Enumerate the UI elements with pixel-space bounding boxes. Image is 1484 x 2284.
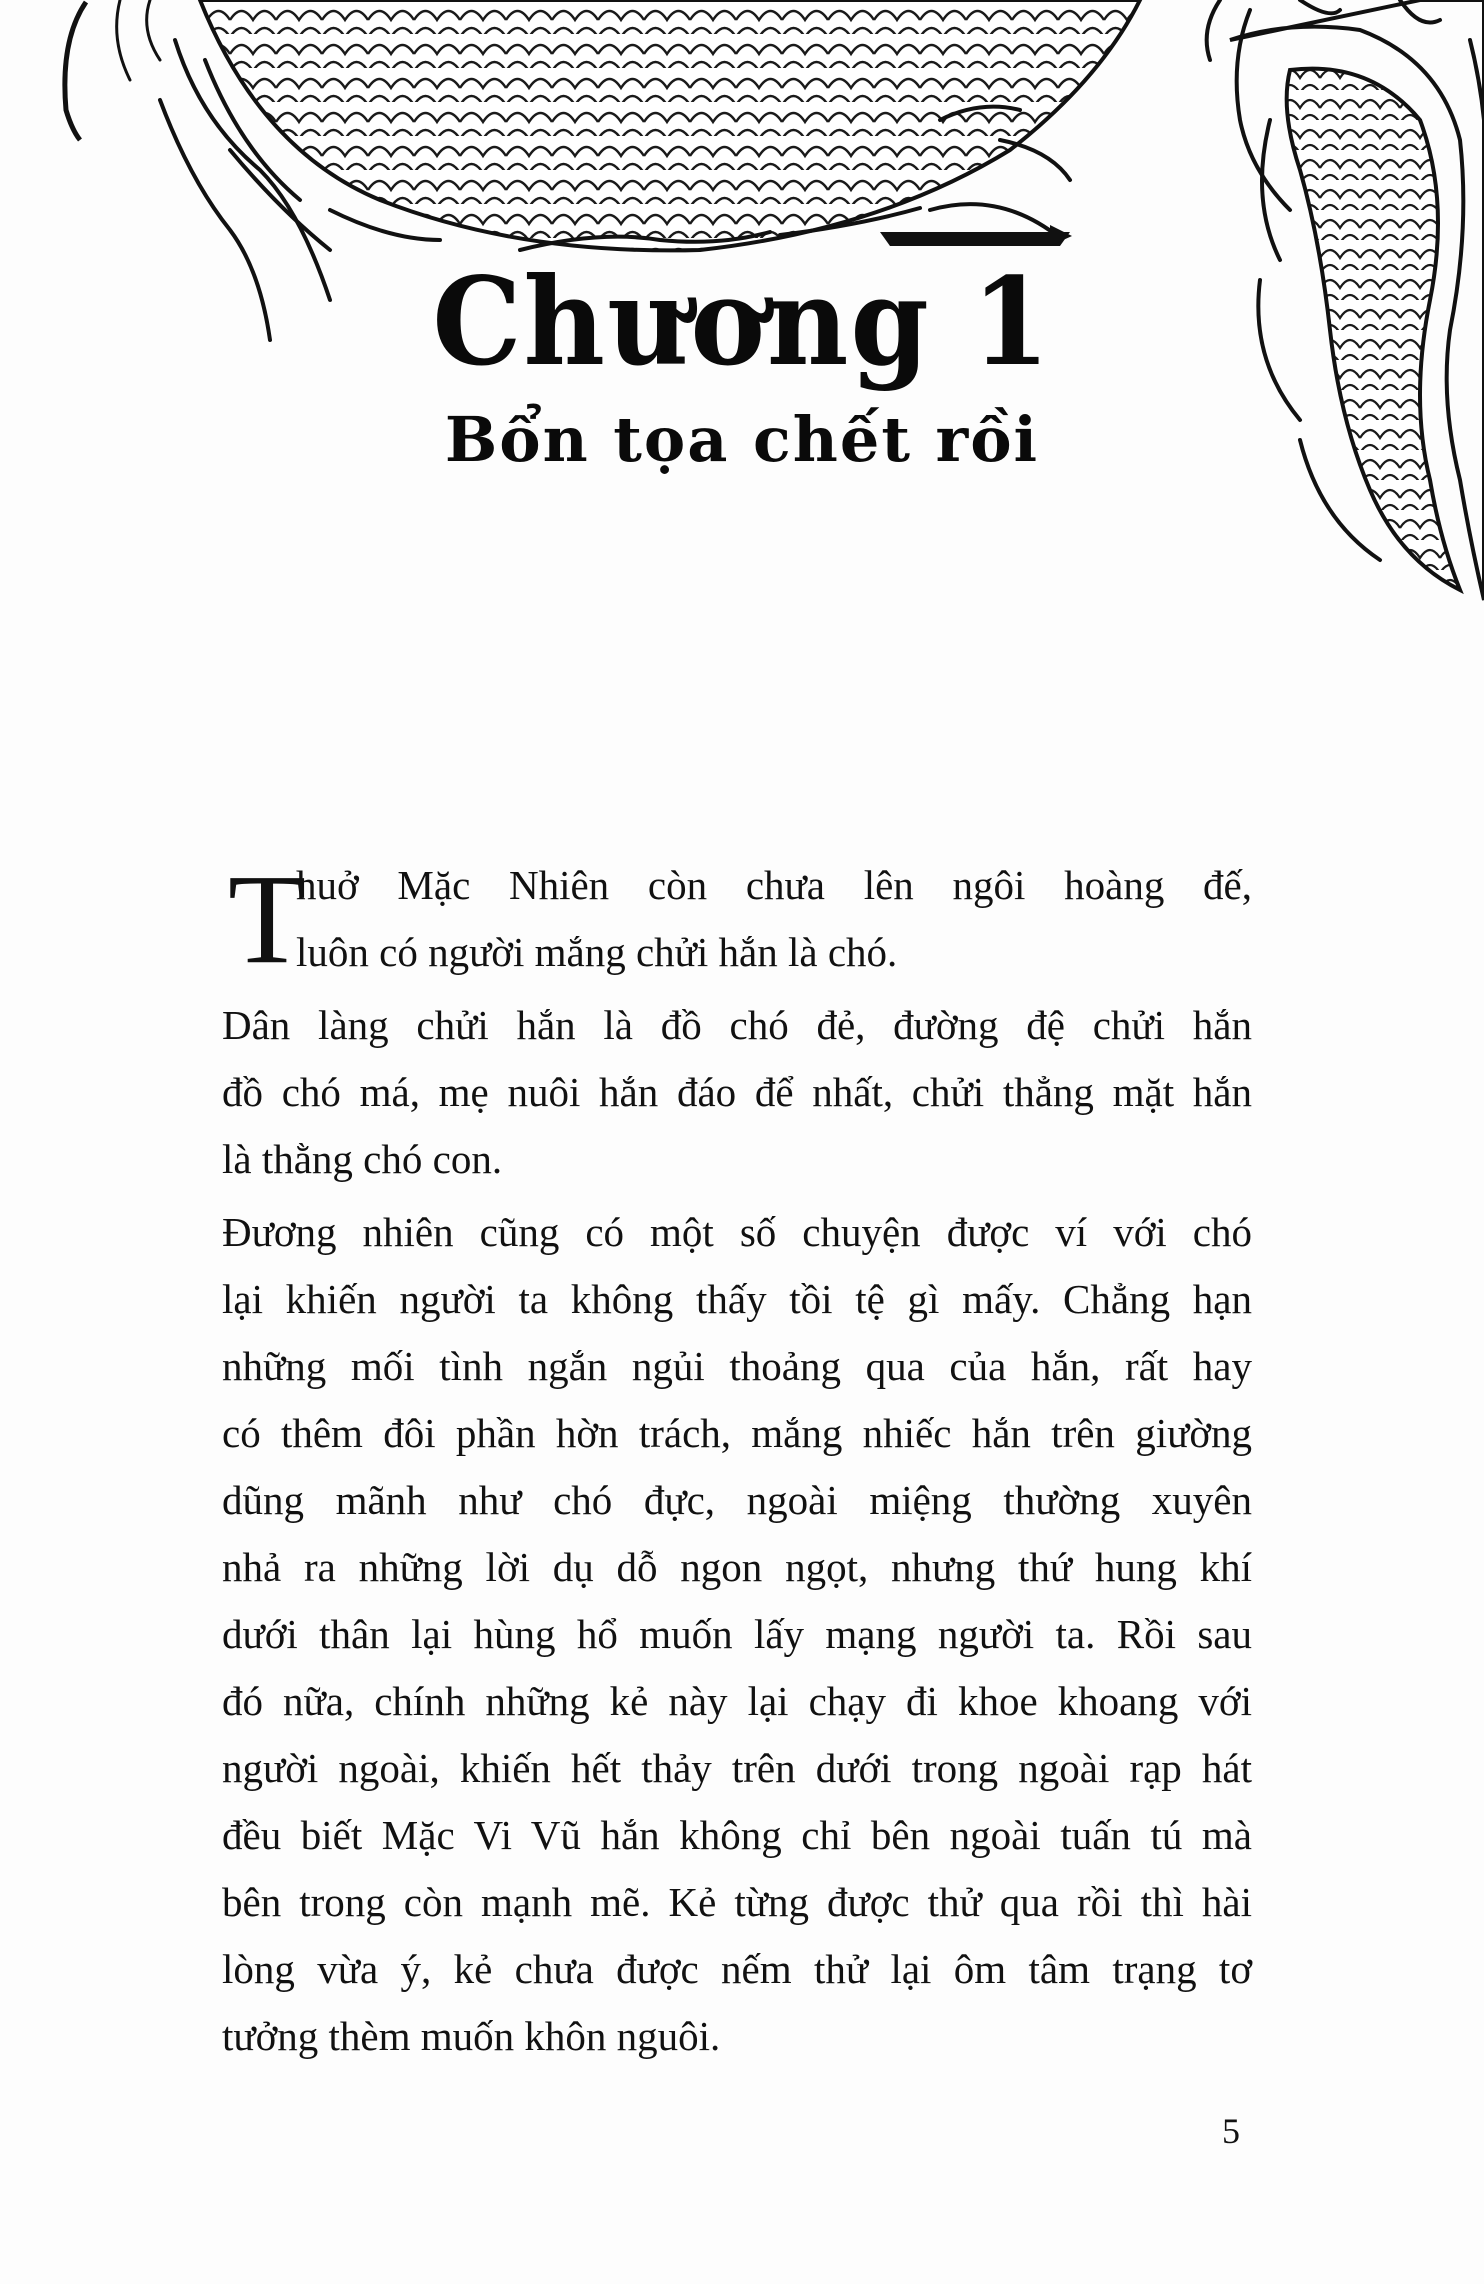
text-line: Đương nhiên cũng có một số chuyện được ví với chó [222,1209,1252,1255]
chapter-body [222,848,1252,2074]
text-line: Dân làng chửi hắn là đồ chó đẻ, đường đệ chửi hắn [222,1002,1252,1048]
paragraph-1 [222,848,1252,990]
text-line: có thêm đôi phần hờn trách, mắng nhiếc hắn trên giường [222,1410,1252,1456]
paragraph-2 [222,992,1252,1193]
page-number: 5 [1222,2111,1240,2151]
text-line: lòng vừa ý, kẻ chưa được nếm thử lại ôm tâm trạng tơ [222,1946,1252,1992]
text-line: dũng mãnh như chó đực, ngoài miệng thường xuyên [222,1477,1252,1523]
text-line: là thằng chó con. [222,1136,503,1182]
drop-cap: T [228,848,307,990]
text-line: những mối tình ngắn ngủi thoảng qua của hắn, rất hay [222,1343,1252,1389]
text-line: tưởng thèm muốn khôn nguôi. [222,2013,721,2059]
text-line: lại khiến người ta không thấy tồi tệ gì mấy. Chẳng hạn [222,1276,1252,1322]
paragraph-3 [222,1199,1252,2070]
text-line: huở Mặc Nhiên còn chưa lên ngôi hoàng đế, [296,862,1252,908]
chapter-title: Bổn tọa chết rồi [444,403,1040,476]
text-line: dưới thân lại hùng hổ muốn lấy mạng người ta. Rồi sau [222,1611,1252,1657]
text-line: bên trong còn mạnh mẽ. Kẻ từng được thử qua rồi thì hài [222,1879,1252,1925]
text-line: đồ chó má, mẹ nuôi hắn đáo để nhất, chửi thẳng mặt hắn [222,1069,1252,1115]
text-line: nhả ra những lời dụ dỗ ngon ngọt, nhưng thứ hung khí [222,1544,1252,1590]
text-line: luôn có người mắng chửi hắn là chó. [296,929,898,975]
text-line: đó nữa, chính những kẻ này lại chạy đi khoe khoang với [222,1678,1252,1724]
chapter-number: Chương 1 [432,251,1052,394]
text-line: người ngoài, khiến hết thảy trên dưới trong ngoài rạp hát [222,1745,1252,1791]
text-line: đều biết Mặc Vi Vũ hắn không chỉ bên ngoài tuấn tú mà [222,1812,1252,1858]
